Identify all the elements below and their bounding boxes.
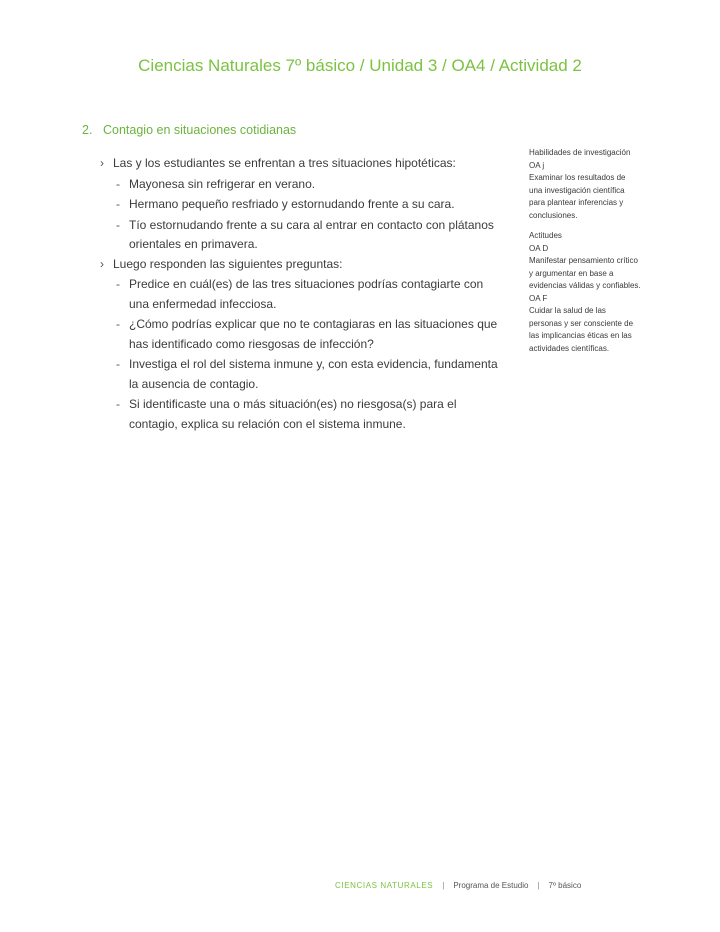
question-text: Predice en cuál(es) de las tres situaciones podrías contagiarte con una enfermedad infecciosa.	[129, 277, 484, 311]
skills-title: Habilidades de investigación	[529, 148, 631, 157]
section-number: 2.	[82, 123, 93, 137]
footer-separator: |	[442, 881, 445, 890]
section-title: Contagio en situaciones cotidianas	[103, 123, 297, 137]
situation-item	[113, 195, 500, 215]
dash-marker: -	[116, 176, 120, 191]
skills-code: OA j	[529, 160, 545, 170]
footer-grade: 7º básico	[548, 881, 582, 890]
bullet-chevron-icon: ›	[100, 256, 104, 271]
dash-marker: -	[116, 277, 120, 291]
situation-text: Hermano pequeño resfriado y estornudando frente a su cara.	[129, 197, 455, 211]
attitude-code: OA F	[529, 293, 548, 303]
question-item	[113, 355, 500, 394]
situation-item	[113, 175, 500, 195]
attitude-text: Manifestar pensamiento crítico y argumentar en base a evidencias válidas y confiables.	[529, 256, 641, 290]
question-text: ¿Cómo podrías explicar que no te contagiaras en las situaciones que has identificado como riesgosas de infección?	[129, 317, 498, 351]
dash-marker: -	[116, 217, 120, 232]
intro-situations-text: Las y los estudiantes se enfrentan a tres situaciones hipotéticas:	[113, 156, 456, 170]
situation-text: Tío estornudando frente a su cara al entrar en contacto con plátanos orientales en primavera.	[129, 217, 494, 251]
bullet-chevron-icon: ›	[100, 156, 104, 170]
question-item	[113, 275, 500, 314]
dash-marker: -	[116, 317, 120, 331]
situation-text: Mayonesa sin refrigerar en verano.	[129, 176, 316, 191]
footer-subject: CIENCIAS NATURALES	[335, 881, 434, 890]
question-item	[113, 395, 500, 434]
section-heading	[82, 123, 296, 137]
attitude-text: Cuidar la salud de las personas y ser consciente de las implicancias éticas en las actividades científicas.	[529, 306, 634, 353]
attitudes-block	[529, 230, 641, 355]
page-footer	[335, 881, 581, 890]
question-text: Investiga el rol del sistema inmune y, con esta evidencia, fundamenta la ausencia de contagio.	[129, 357, 498, 391]
situation-item	[113, 216, 500, 255]
list-item-intro-situations	[100, 154, 500, 255]
footer-program: Programa de Estudio	[453, 881, 529, 890]
skills-text: Examinar los resultados de una investigación científica para plantear inferencias y conclusiones.	[529, 173, 626, 220]
dash-marker: -	[116, 197, 120, 211]
activity-content	[100, 154, 500, 434]
page-header-title: Ciencias Naturales 7º básico / Unidad 3 / OA4 / Actividad 2	[138, 56, 582, 75]
intro-questions-text: Luego responden las siguientes preguntas:	[113, 256, 343, 271]
attitude-code: OA D	[529, 243, 549, 253]
list-item-intro-questions	[100, 255, 500, 435]
question-text: Si identificaste una o más situación(es) no riesgosa(s) para el contagio, explica su relación con el sistema inmune.	[129, 397, 457, 431]
learning-objectives-sidebar	[529, 147, 641, 363]
dash-marker: -	[116, 397, 120, 411]
skills-block	[529, 147, 641, 222]
question-item	[113, 315, 500, 354]
attitudes-title: Actitudes	[529, 231, 562, 240]
footer-separator: |	[537, 881, 540, 890]
dash-marker: -	[116, 357, 120, 371]
